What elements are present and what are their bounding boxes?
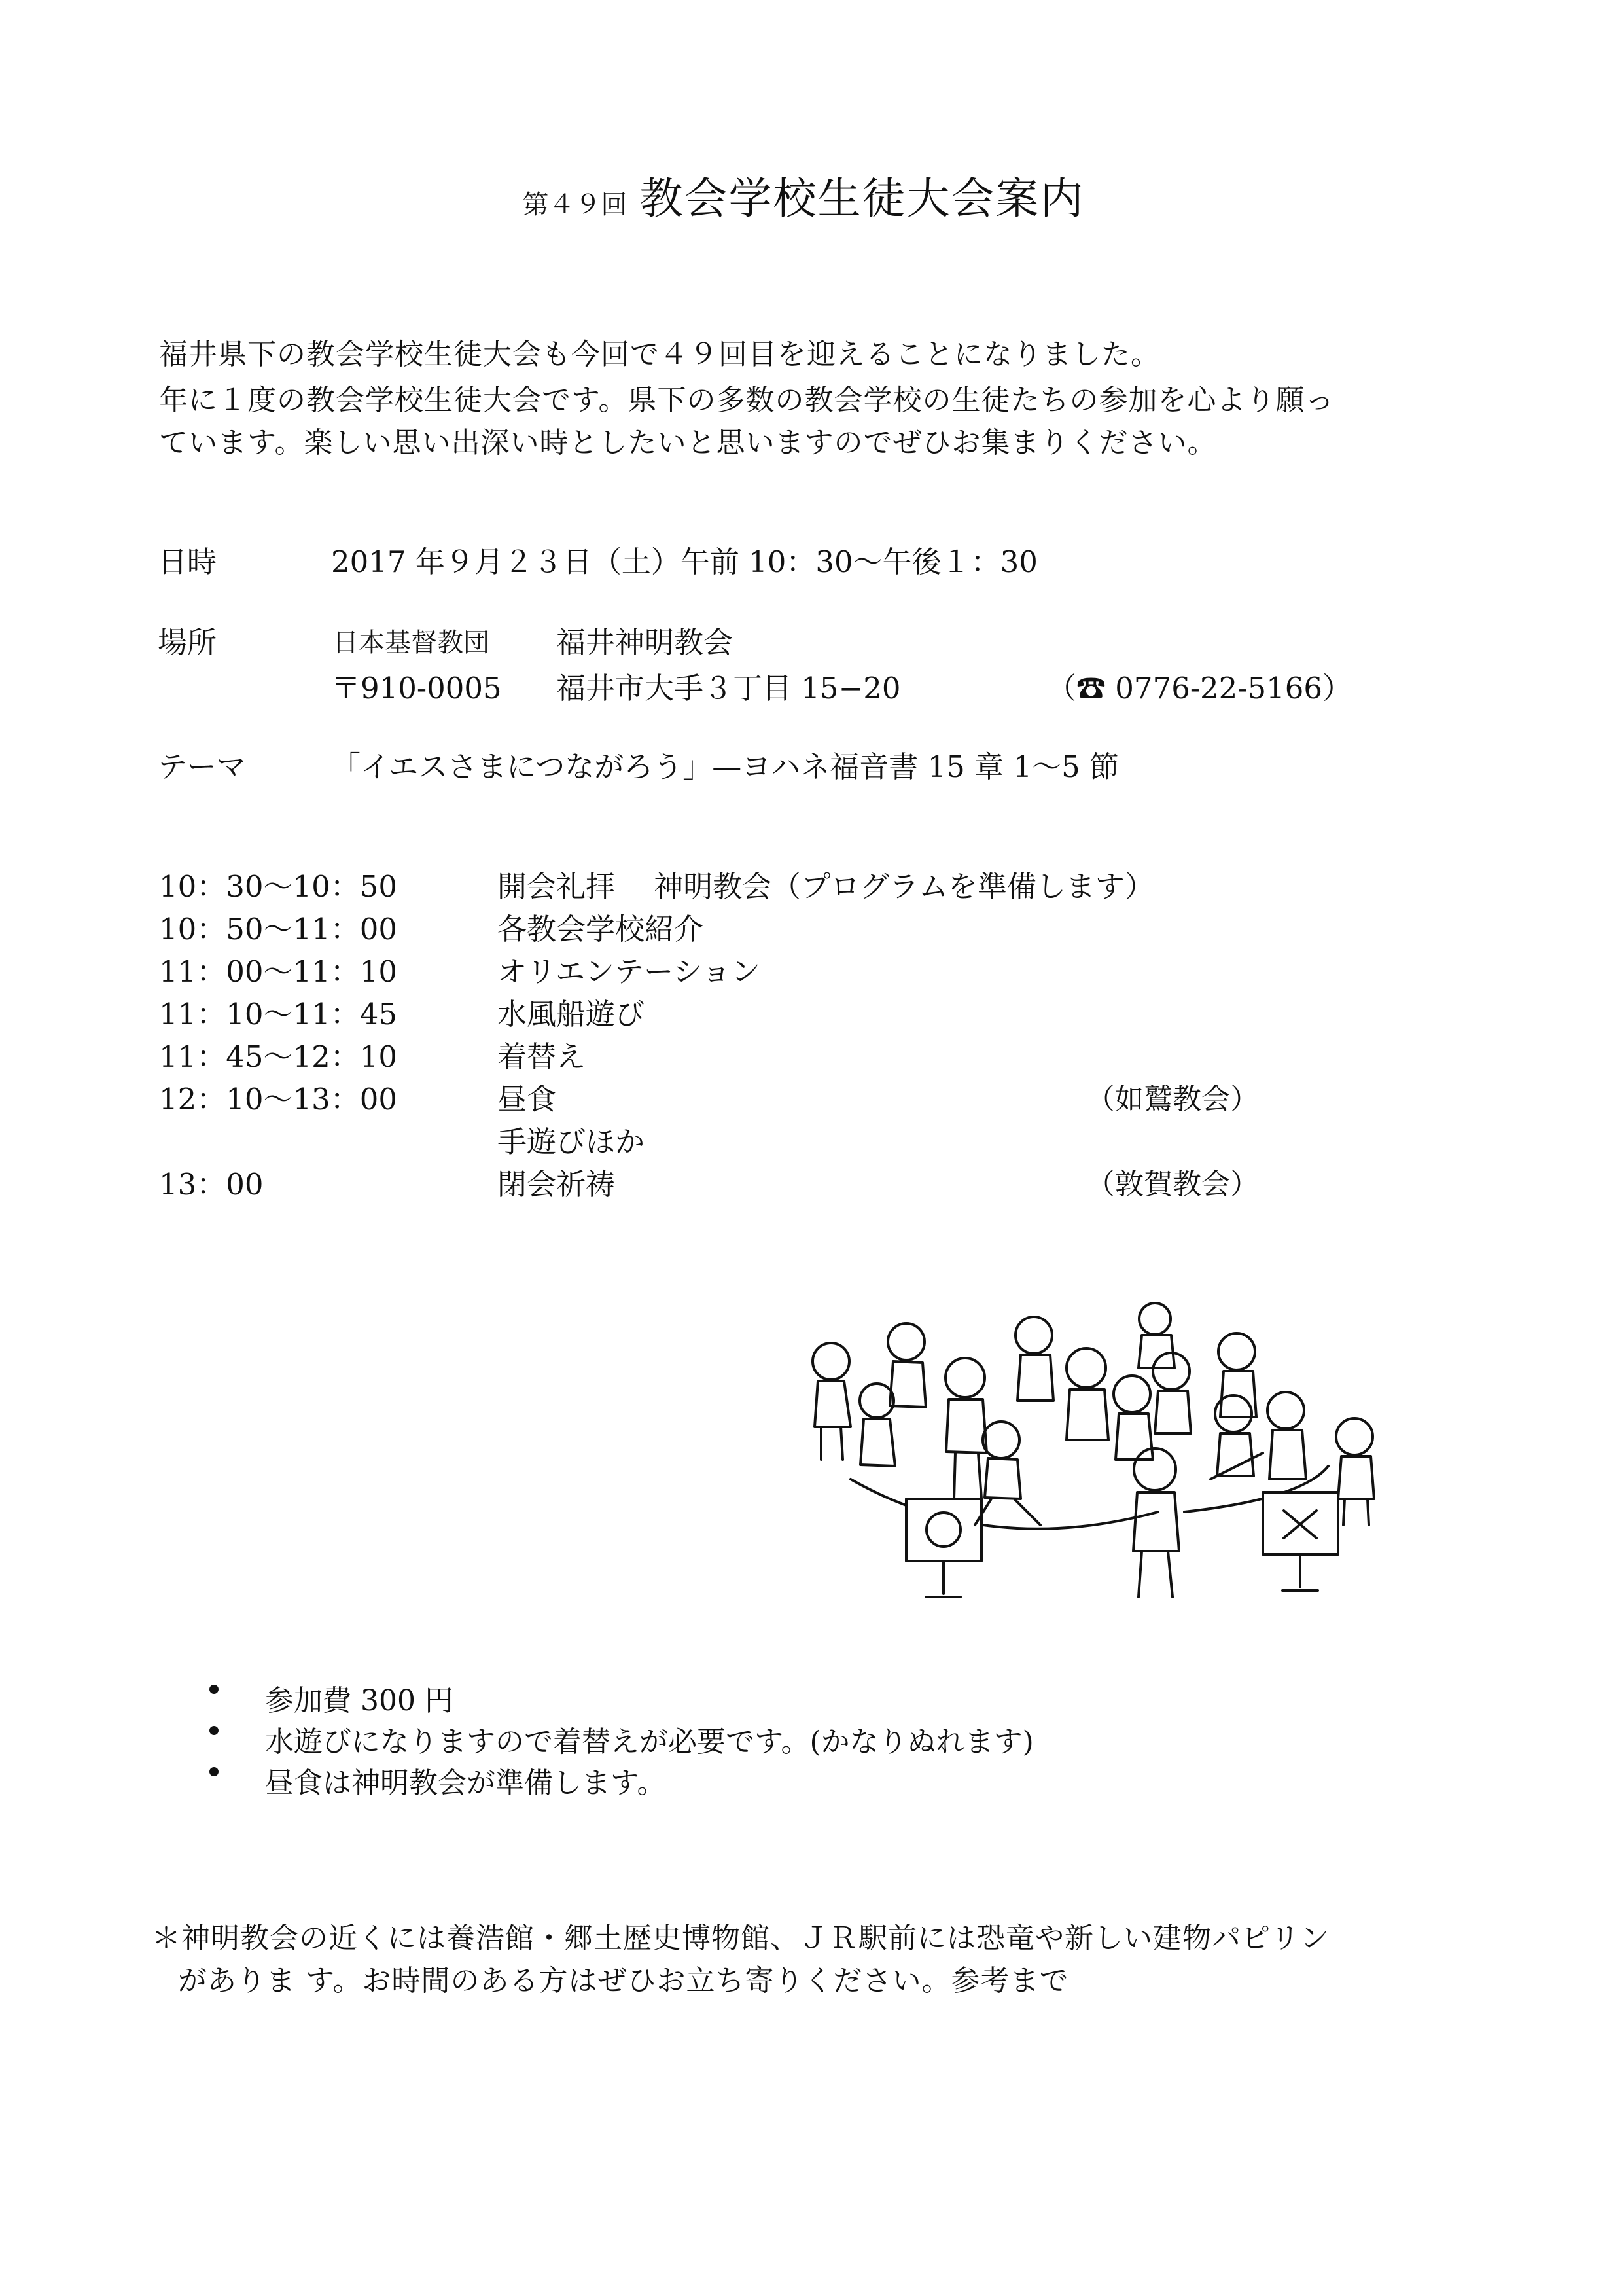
bullet-dot <box>209 1767 219 1776</box>
place-address: 福井市大手３丁目 15−20 <box>556 671 901 706</box>
bullet-dot <box>209 1726 219 1735</box>
bullet-text-2: 水遊びになりますので着替えが必要です。(かなりぬれます) <box>265 1725 1034 1759</box>
intro-line-2: 年に１度の教会学校生徒大会です。県下の多数の教会学校の生徒たちの参加を心より願っ <box>159 384 1335 417</box>
bullet-dot <box>209 1685 219 1694</box>
footnote-line-1: ＊神明教会の近くには養浩館・郷土歴史博物館、ＪＲ駅前には恐竜や新しい建物パピリン <box>152 1922 1330 1955</box>
cross-sign <box>1263 1492 1338 1590</box>
children-illustration <box>792 1302 1479 1617</box>
schedule-item-3: オリエンテーション <box>497 954 761 989</box>
theme-value: 「イエスさまにつながろう」—ヨハネ福音書 15 章 1〜5 節 <box>331 749 1120 784</box>
schedule-time-5: 11：45〜12：10 <box>159 1039 398 1074</box>
schedule-item-8: 閉会祈祷 <box>497 1167 616 1202</box>
schedule-note-6: （如鷲教会） <box>1086 1083 1259 1116</box>
schedule-item-5: 着替え <box>497 1039 586 1074</box>
schedule-time-8: 13：00 <box>159 1167 264 1202</box>
intro-line-3: ています。楽しい思い出深い時としたいと思いますのでぜひお集まりください。 <box>159 426 1217 459</box>
place-label: 場所 <box>158 625 217 660</box>
schedule-item-4: 水風船遊び <box>497 997 645 1031</box>
datetime-label: 日時 <box>158 545 217 579</box>
schedule-time-2: 10：50〜11：00 <box>159 912 398 946</box>
place-church: 福井神明教会 <box>556 625 733 660</box>
schedule-item-1: 開会礼拝 神明教会（プログラムを準備します） <box>497 869 1154 904</box>
intro-line-1: 福井県下の教会学校生徒大会も今回で４９回目を迎えることになりました。 <box>159 338 1160 371</box>
title-edition: 第４９回 <box>522 190 627 220</box>
schedule-item-7: 手遊びほか <box>497 1124 645 1159</box>
place-org: 日本基督教団 <box>332 628 489 658</box>
datetime-value: 2017 年９月２３日（土）午前 10：30〜午後１：30 <box>331 545 1038 579</box>
bullet-text-3: 昼食は神明教会が準備します。 <box>265 1767 666 1800</box>
schedule-item-6: 昼食 <box>497 1082 557 1117</box>
footnote-line-2: がありま す。お時間のある方はぜひお立ち寄りください。参考まで <box>178 1964 1069 1998</box>
bullet-item-1 <box>209 1677 1387 1716</box>
theme-label: テーマ <box>158 749 247 784</box>
schedule-time-1: 10：30〜10：50 <box>159 869 398 904</box>
bullet-item-2 <box>209 1718 1387 1757</box>
place-phone: （☎ 0776-22-5166） <box>1047 671 1352 706</box>
circle-sign <box>906 1499 981 1597</box>
page-title <box>0 164 1607 226</box>
postal-code: 〒910-0005 <box>331 671 502 706</box>
schedule-note-8: （敦賀教会） <box>1086 1168 1259 1201</box>
bullet-item-3 <box>209 1759 1387 1799</box>
schedule-time-6: 12：10〜13：00 <box>159 1082 398 1117</box>
schedule-time-4: 11：10〜11：45 <box>159 997 398 1031</box>
title-main: 教会学校生徒大会案内 <box>639 173 1085 224</box>
schedule-item-2: 各教会学校紹介 <box>497 912 704 946</box>
bullet-text-1: 参加費 300 円 <box>265 1684 453 1717</box>
schedule-time-3: 11：00〜11：10 <box>159 954 398 989</box>
